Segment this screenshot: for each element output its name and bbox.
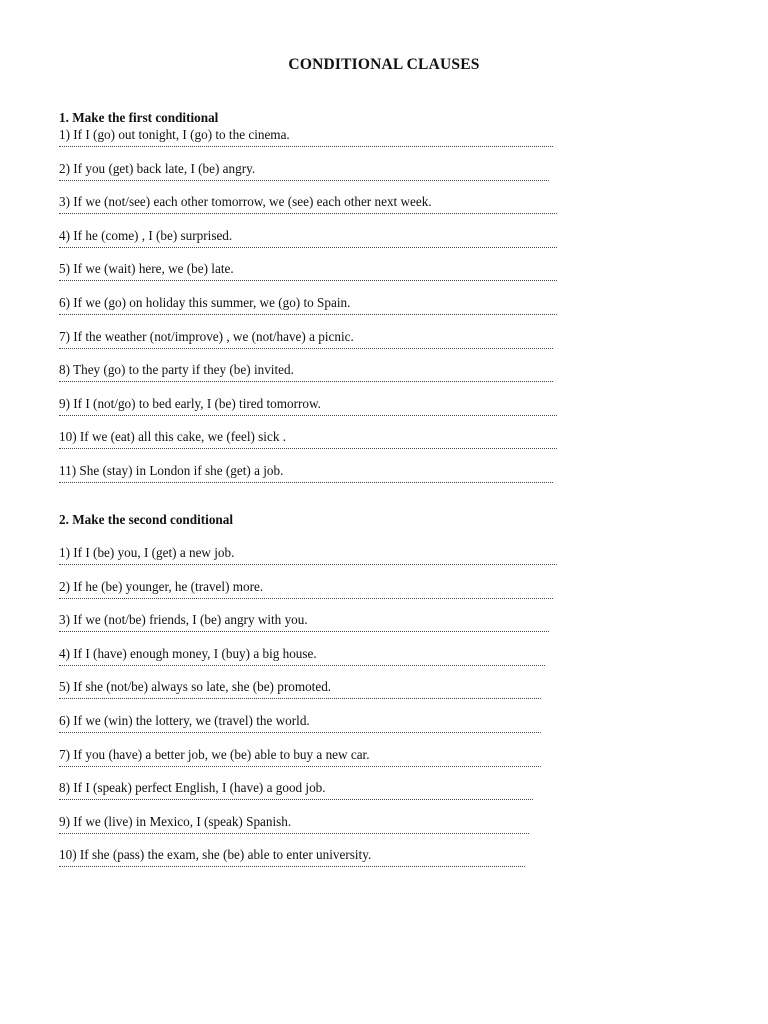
answer-line[interactable] bbox=[59, 766, 541, 767]
answer-line[interactable] bbox=[59, 348, 553, 349]
answer-line[interactable] bbox=[59, 598, 553, 599]
exercise-item bbox=[59, 544, 559, 578]
answer-line[interactable] bbox=[59, 180, 549, 181]
answer-line[interactable] bbox=[59, 213, 557, 214]
exercise-item bbox=[59, 260, 559, 294]
exercise-prompt: 6) If we (go) on holiday this summer, we (go) to Spain. bbox=[59, 294, 351, 310]
exercise-prompt: 10) If we (eat) all this cake, we (feel) sick . bbox=[59, 429, 287, 445]
section-first-conditional bbox=[59, 110, 559, 496]
exercise-item bbox=[59, 846, 559, 880]
answer-line[interactable] bbox=[59, 833, 529, 834]
exercise-item bbox=[59, 712, 559, 746]
answer-line[interactable] bbox=[59, 482, 553, 483]
answer-line[interactable] bbox=[59, 381, 553, 382]
section-heading: 2. Make the second conditional bbox=[59, 512, 234, 527]
answer-line[interactable] bbox=[59, 146, 553, 147]
exercise-item bbox=[59, 328, 559, 362]
exercise-item bbox=[59, 126, 559, 160]
exercise-item bbox=[59, 678, 559, 712]
exercise-prompt: 6) If we (win) the lottery, we (travel) the world. bbox=[59, 712, 310, 728]
exercise-item bbox=[59, 779, 559, 813]
exercise-item bbox=[59, 395, 559, 429]
answer-line[interactable] bbox=[59, 732, 541, 733]
exercise-item bbox=[59, 227, 559, 261]
exercise-prompt: 7) If you (have) a better job, we (be) able to buy a new car. bbox=[59, 746, 370, 762]
exercise-prompt: 7) If the weather (not/improve) , we (not/have) a picnic. bbox=[59, 328, 354, 344]
exercise-prompt: 5) If she (not/be) always so late, she (be) promoted. bbox=[59, 679, 332, 695]
exercise-prompt: 3) If we (not/see) each other tomorrow, we (see) each other next week. bbox=[59, 194, 432, 210]
exercise-item bbox=[59, 361, 559, 395]
exercise-item bbox=[59, 746, 559, 780]
answer-line[interactable] bbox=[59, 866, 525, 867]
exercise-prompt: 1) If I (be) you, I (get) a new job. bbox=[59, 545, 235, 560]
exercise-item bbox=[59, 611, 559, 645]
exercise-prompt: 9) If I (not/go) to bed early, I (be) tired tomorrow. bbox=[59, 395, 321, 411]
exercise-prompt: 9) If we (live) in Mexico, I (speak) Spanish. bbox=[59, 813, 292, 829]
answer-line[interactable] bbox=[59, 314, 557, 315]
exercise-prompt: 10) If she (pass) the exam, she (be) able to enter university. bbox=[59, 847, 372, 863]
exercise-prompt: 8) They (go) to the party if they (be) invited. bbox=[59, 362, 294, 378]
exercise-prompt: 2) If he (be) younger, he (travel) more. bbox=[59, 578, 264, 594]
exercise-list bbox=[59, 126, 559, 496]
answer-line[interactable] bbox=[59, 631, 549, 632]
exercise-item bbox=[59, 160, 559, 194]
exercise-prompt: 1) If I (go) out tonight, I (go) to the cinema. bbox=[59, 127, 290, 142]
answer-line[interactable] bbox=[59, 280, 557, 281]
exercise-item bbox=[59, 428, 559, 462]
exercise-prompt: 11) She (stay) in London if she (get) a job. bbox=[59, 462, 284, 478]
answer-line[interactable] bbox=[59, 698, 541, 699]
exercise-prompt: 4) If I (have) enough money, I (buy) a big house. bbox=[59, 645, 317, 661]
exercise-prompt: 4) If he (come) , I (be) surprised. bbox=[59, 227, 233, 243]
exercise-prompt: 5) If we (wait) here, we (be) late. bbox=[59, 261, 234, 277]
exercise-item bbox=[59, 294, 559, 328]
section-heading: 1. Make the first conditional bbox=[59, 110, 219, 125]
exercise-prompt: 2) If you (get) back late, I (be) angry. bbox=[59, 160, 256, 176]
exercise-item bbox=[59, 645, 559, 679]
section-second-conditional bbox=[59, 512, 559, 880]
exercise-item bbox=[59, 578, 559, 612]
answer-line[interactable] bbox=[59, 564, 557, 565]
exercise-prompt: 8) If I (speak) perfect English, I (have) a good job. bbox=[59, 780, 326, 796]
page-title: CONDITIONAL CLAUSES bbox=[288, 56, 480, 73]
answer-line[interactable] bbox=[59, 799, 533, 800]
exercise-prompt: 3) If we (not/be) friends, I (be) angry with you. bbox=[59, 612, 308, 628]
answer-line[interactable] bbox=[59, 448, 557, 449]
exercise-list bbox=[59, 544, 559, 880]
answer-line[interactable] bbox=[59, 665, 545, 666]
answer-line[interactable] bbox=[59, 415, 557, 416]
exercise-item bbox=[59, 193, 559, 227]
exercise-item bbox=[59, 462, 559, 496]
exercise-item bbox=[59, 813, 559, 847]
answer-line[interactable] bbox=[59, 247, 557, 248]
